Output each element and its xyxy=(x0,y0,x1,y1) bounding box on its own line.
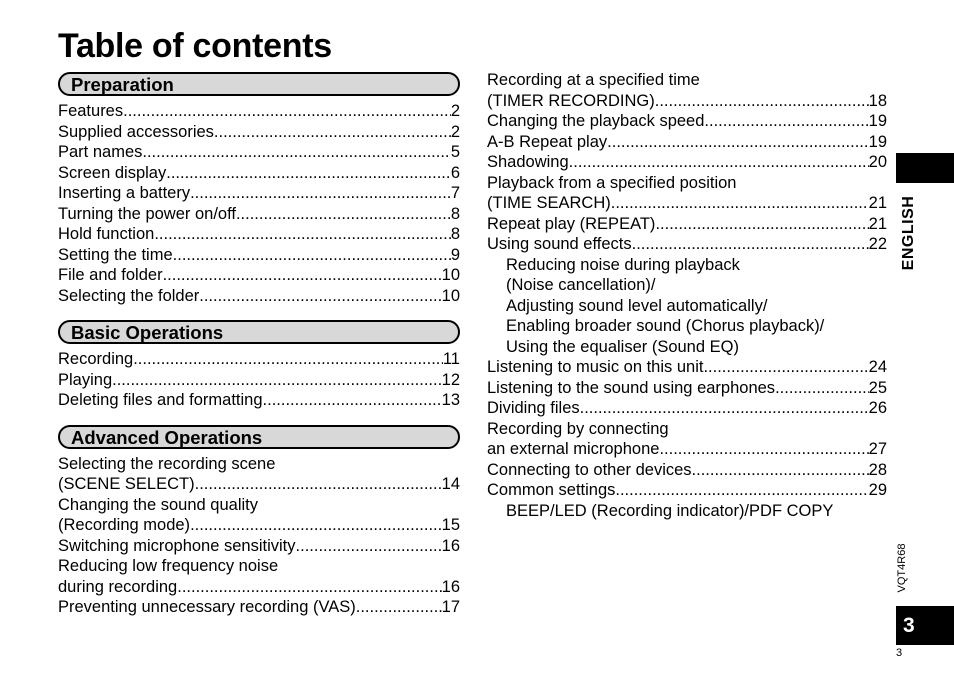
toc-entry-title: Supplied accessories xyxy=(58,122,214,141)
toc-entry-page: 10 xyxy=(441,266,460,284)
toc-entry[interactable] xyxy=(487,91,887,112)
toc-entry[interactable] xyxy=(487,398,887,419)
toc-entry-page: 6 xyxy=(450,163,460,182)
dot-leader xyxy=(775,378,869,399)
toc-entry-title: Changing the sound quality xyxy=(58,495,258,514)
toc-entry-title: Part names xyxy=(58,143,143,161)
toc-entry-title: File and folder xyxy=(58,266,163,284)
toc-entry[interactable] xyxy=(58,122,460,143)
toc-entry-title: Reducing noise during playback xyxy=(506,255,740,274)
toc-entry-title: Hold function xyxy=(58,225,155,243)
toc-entry-title: (TIME SEARCH) xyxy=(487,194,611,212)
toc-entry-title: Features xyxy=(58,102,124,120)
toc-entry[interactable] xyxy=(58,495,460,516)
toc-entry[interactable] xyxy=(58,204,460,225)
toc-entry[interactable] xyxy=(487,275,887,296)
toc-entry-title: Changing the playback speed xyxy=(487,112,705,130)
model-code xyxy=(890,538,916,602)
dot-leader xyxy=(356,597,442,618)
toc-entry[interactable] xyxy=(58,536,460,557)
toc-entry-title: an external microphone xyxy=(487,440,660,458)
toc-entry[interactable] xyxy=(58,245,460,266)
toc-entry-title: Shadowing xyxy=(487,153,569,171)
left-column xyxy=(58,72,460,618)
toc-entry[interactable] xyxy=(58,265,460,286)
toc-entry[interactable] xyxy=(487,419,887,440)
toc-entry-page: 17 xyxy=(441,598,460,616)
language-label: ENGLISH xyxy=(900,195,917,271)
dot-leader xyxy=(190,515,442,536)
toc-entry-page: 11 xyxy=(442,350,460,368)
dot-leader xyxy=(123,101,451,122)
toc-entry[interactable] xyxy=(58,454,460,475)
toc-entry[interactable] xyxy=(487,460,887,481)
dot-leader xyxy=(611,193,869,214)
toc-entry[interactable] xyxy=(487,193,887,214)
toc-entry-title: (Recording mode) xyxy=(58,516,191,534)
toc-entry-title: Turning the power on/off xyxy=(58,204,236,223)
toc-entry-page: 28 xyxy=(868,460,887,479)
toc-entry-title: BEEP/LED (Recording indicator)/PDF COPY xyxy=(506,501,834,520)
toc-entry-title: during recording xyxy=(58,577,178,596)
toc-entry[interactable] xyxy=(487,357,887,378)
toc-entry-title: Switching microphone sensitivity xyxy=(58,536,296,555)
toc-entry-title: Playback from a specified position xyxy=(487,173,737,192)
toc-entry[interactable] xyxy=(487,480,887,501)
toc-entry-title: Preventing unnecessary recording (VAS) xyxy=(58,598,356,616)
toc-entry-page: 19 xyxy=(868,132,887,151)
toc-entry[interactable] xyxy=(487,70,887,91)
toc-entry-page: 18 xyxy=(868,91,887,110)
toc-entry-page: 21 xyxy=(868,214,887,233)
section-gap xyxy=(58,411,460,425)
toc-entry-title: (SCENE SELECT) xyxy=(58,475,195,493)
dot-leader xyxy=(166,163,451,184)
toc-entry-page: 8 xyxy=(450,225,460,243)
dot-leader xyxy=(154,224,451,245)
page-title: Table of contents xyxy=(58,27,332,65)
side-tab-marker xyxy=(896,153,954,183)
toc-entry[interactable] xyxy=(58,597,460,618)
dot-leader xyxy=(607,132,868,153)
toc-entry-title: Reducing low frequency noise xyxy=(58,557,279,575)
dot-leader xyxy=(236,204,451,225)
toc-entry[interactable] xyxy=(487,173,887,194)
toc-entry-title: Listening to the sound using earphones xyxy=(487,378,776,397)
page-number-badge: 3 xyxy=(896,606,954,645)
dot-leader xyxy=(173,245,451,266)
toc-entry-page: 5 xyxy=(450,143,460,161)
toc-entry-title: Recording xyxy=(58,350,134,368)
toc-entry-title: (TIMER RECORDING) xyxy=(487,91,655,110)
toc-entry-title: Listening to music on this unit xyxy=(487,358,704,376)
right-column xyxy=(487,70,887,521)
dot-leader xyxy=(142,142,450,163)
toc-entry[interactable] xyxy=(58,224,460,245)
toc-entry-page: 9 xyxy=(450,245,460,264)
toc-entry-title: Inserting a battery xyxy=(58,184,191,202)
toc-entry[interactable] xyxy=(58,515,460,536)
dot-leader xyxy=(659,439,868,460)
toc-entry-title: Playing xyxy=(58,370,113,389)
toc-entry-page: 26 xyxy=(868,399,887,417)
dot-leader xyxy=(177,577,441,598)
toc-entry-title: Connecting to other devices xyxy=(487,460,692,479)
dot-leader xyxy=(163,265,442,286)
toc-entry-title: A-B Repeat play xyxy=(487,132,608,151)
toc-entry[interactable] xyxy=(487,439,887,460)
section-gap xyxy=(58,306,460,320)
toc-entry-title: Dividing files xyxy=(487,399,580,417)
toc-entry[interactable] xyxy=(487,152,887,173)
toc-entry-page: 22 xyxy=(868,235,887,253)
toc-entry-title: Using sound effects xyxy=(487,235,632,253)
toc-entry-title: Selecting the folder xyxy=(58,286,200,305)
toc-entry-title: Using the equaliser (Sound EQ) xyxy=(506,337,739,356)
dot-leader xyxy=(569,152,869,173)
toc-entry-page: 13 xyxy=(441,391,460,409)
toc-entry[interactable] xyxy=(58,370,460,391)
toc-entry[interactable] xyxy=(487,316,887,337)
toc-entry-page: 27 xyxy=(868,440,887,458)
dot-leader xyxy=(195,474,442,495)
toc-entry[interactable] xyxy=(58,577,460,598)
toc-entry-title: (Noise cancellation)/ xyxy=(506,276,656,294)
toc-entry[interactable] xyxy=(487,255,887,276)
dot-leader xyxy=(296,536,442,557)
toc-entry[interactable] xyxy=(487,337,887,358)
toc-entry[interactable] xyxy=(487,132,887,153)
toc-entry[interactable] xyxy=(487,111,887,132)
toc-entry-page: 19 xyxy=(868,112,887,130)
toc-entry-page: 16 xyxy=(441,536,460,555)
toc-entry-page: 2 xyxy=(450,122,460,141)
page-number-small: 3 xyxy=(896,647,903,659)
toc-entry[interactable] xyxy=(487,296,887,317)
toc-entry-page: 16 xyxy=(441,577,460,596)
toc-entry-page: 29 xyxy=(868,481,887,499)
dot-leader xyxy=(704,111,868,132)
model-code-label: VQT4R68 xyxy=(896,543,908,593)
toc-entry-title: Selecting the recording scene xyxy=(58,454,276,473)
language-tab xyxy=(896,190,922,280)
toc-entry[interactable] xyxy=(58,390,460,411)
dot-leader xyxy=(190,183,451,204)
toc-entry[interactable] xyxy=(58,556,460,577)
toc-entry-title: Setting the time xyxy=(58,245,173,264)
dot-leader xyxy=(692,460,869,481)
toc-entry-page: 12 xyxy=(441,370,460,389)
dot-leader xyxy=(214,122,451,143)
toc-entry-page: 14 xyxy=(441,475,460,493)
toc-entry[interactable] xyxy=(487,234,887,255)
toc-entry-page: 20 xyxy=(868,153,887,171)
dot-leader xyxy=(655,91,869,112)
toc-entry-title: Adjusting sound level automatically/ xyxy=(506,296,768,315)
toc-entry[interactable] xyxy=(487,378,887,399)
toc-entry[interactable] xyxy=(487,501,887,522)
section-header: Preparation xyxy=(58,72,460,96)
toc-entry[interactable] xyxy=(58,101,460,122)
section-header: Advanced Operations xyxy=(58,425,460,449)
toc-entry[interactable] xyxy=(58,183,460,204)
toc-entry-page: 24 xyxy=(868,358,887,376)
dot-leader xyxy=(199,286,441,307)
section-header: Basic Operations xyxy=(58,320,460,344)
dot-leader xyxy=(703,357,868,378)
toc-entry-title: Repeat play (REPEAT) xyxy=(487,214,656,233)
dot-leader xyxy=(263,390,442,411)
toc-entry-page: 25 xyxy=(868,378,887,397)
toc-entry-page: 7 xyxy=(450,184,460,202)
dot-leader xyxy=(615,480,868,501)
toc-entry-page: 21 xyxy=(868,194,887,212)
dot-leader xyxy=(632,234,869,255)
toc-entry-title: Recording by connecting xyxy=(487,419,669,438)
toc-entry-title: Enabling broader sound (Chorus playback)/ xyxy=(506,317,825,335)
dot-leader xyxy=(655,214,868,235)
dot-leader xyxy=(580,398,869,419)
dot-leader xyxy=(112,370,442,391)
toc-entry-title: Screen display xyxy=(58,163,167,182)
toc-entry[interactable] xyxy=(58,474,460,495)
toc-entry[interactable] xyxy=(487,214,887,235)
toc-entry-title: Deleting files and formatting xyxy=(58,391,263,409)
toc-entry-page: 15 xyxy=(441,516,460,534)
toc-entry-title: Recording at a specified time xyxy=(487,71,700,89)
toc-entry-page: 10 xyxy=(441,286,460,305)
toc-entry-page: 8 xyxy=(450,204,460,223)
toc-entry[interactable] xyxy=(58,286,460,307)
toc-entry[interactable] xyxy=(58,349,460,370)
toc-entry[interactable] xyxy=(58,163,460,184)
toc-entry-page: 2 xyxy=(450,102,460,120)
toc-entry[interactable] xyxy=(58,142,460,163)
dot-leader xyxy=(133,349,443,370)
toc-entry-title: Common settings xyxy=(487,481,616,499)
